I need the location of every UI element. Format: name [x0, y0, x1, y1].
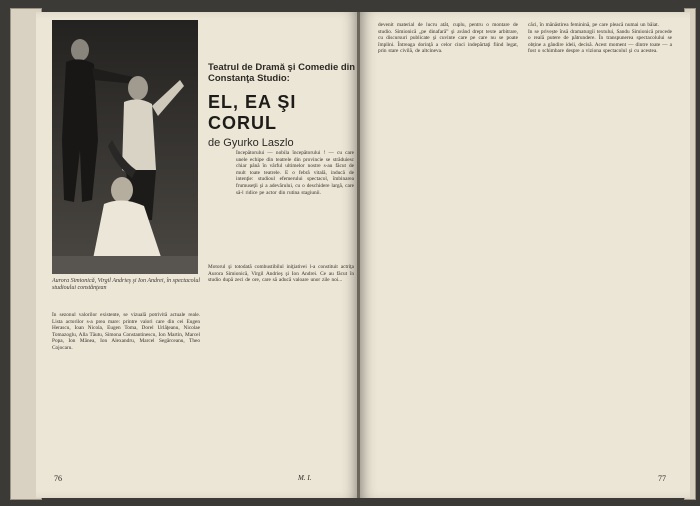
article-kicker: Teatrul de Dramă şi Comedie din Constanţa Studio:: [208, 62, 356, 84]
left-page: [36, 12, 358, 498]
author-signature: M. I.: [298, 474, 312, 482]
actors-photo-illustration: [52, 20, 198, 274]
stage-photo: [52, 20, 198, 274]
article-column-right: Motorul şi totodată combustibilul iniţiativei l-a constituit actriţa Aurora Simionică, Virgil Andrieş şi Ion Andrei. Ce au făcut în studio după zeci de ore, care să aducă valoare unor zile noi...: [208, 264, 354, 284]
right-column-2: căci, în mănăstirea feminină, pe care pleacă numai un băiat. In se privește însă dramaturgii textului, Sandu Simionică procede o reală putere de pătrundere. În transpunerea spectacolului se obține a gândire ideii, decisă. Acest moment — dintre toate — a fost o schimbare despre a viziona spectacolul şi cu acestea.: [528, 22, 672, 55]
page-number-right: 77: [658, 474, 666, 483]
article-title: EL, EA ŞI CORUL: [208, 92, 297, 133]
right-page: [360, 12, 690, 498]
open-magazine: [8, 6, 696, 502]
article-column-left: În sezonul valorilor existente, se vizuală potrivită actuale reale. Lista actorilor s-a prea mare: printre valori care din cei Eugen Herascu, Ioan Nicola, Eugen Toma, Dorel Urlăţeanu, Nicolae Tomazoglu, Alla Tăutu, Simona Constantinescu, Ion Martin, Marcel Popa, Ion Mânea, Ion Alexandru, Marcel Segărceanu, Theo Cojocaru.: [52, 312, 200, 351]
article-header: [208, 62, 358, 149]
page-number-left: 76: [54, 474, 62, 483]
article-author: de Gyurko Laszlo: [208, 137, 294, 149]
photo-caption: Aurora Simionică, Virgil Andrieş şi Ion Andrei, în spectacolul studioului constănţean: [52, 278, 200, 291]
right-column-1: devenit material de lucru atât, cuplu, pentru o montare de studio. Simionică „pe dinafară” şi având drept texte arbitrare, cu discursuri publicate şi cuvinte care pe care nu se poate împlini. Întreaga dorinţă a celor cinci indepărtaţi fiind legat, prin stare civilă, de altcineva.: [378, 22, 518, 55]
article-column-top: Începătorului — nobila începătorului ! — cu care unele echipe din teatrele din provincie se străduiesc chiar până în vârful ultimelor nostre s-au făcut de mult toate teatrele. E o febră vitală, inducă de intenţie: studioul efemerului spectacol, îmbinarea frumuseţii şi a adevărului, cu o deschidere largă, care să-l ridice pe actor din rutina stagiunii.: [236, 150, 354, 196]
